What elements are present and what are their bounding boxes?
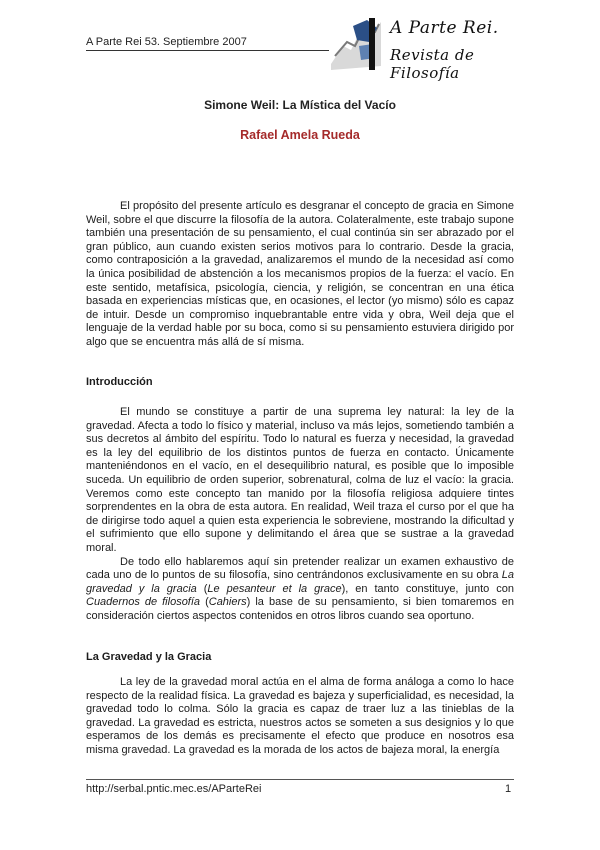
book-title-pesanteur: Le pesanteur et la grace bbox=[207, 582, 342, 595]
intro-paragraph-1: El mundo se constituye a partir de una suprema ley natural: la ley de la gravedad. Afecta a todo lo físico y material, incluso va más lejos, sometiendo también a sus decretos al ámbito del espíritu. Todo lo natural es fuerza y necesidad, la gravedad es la ley del equilibrio de los distintos puntos de fuerza en contacto. Únicamente manteniéndonos en el vacío, en el desequilibrio natural, es posible que lo imposible suceda. Un equilibrio de orden superior, sobrenatural, colma de luz el vacío: la gracia. Veremos como este concepto tan manido por la filosofía religiosa adquiere tintes sorprendentes en la obra de esta autora. En realidad, Weil traza el curso por el que ha de dirigirse todo aquel a quien esta experiencia le sobreviene, mostrando la dificultad y el sufrimiento que ello supone y delimitando el área que se sustrae a la gravedad moral. bbox=[86, 406, 514, 554]
intro-p2-text: ) la base de su pensamiento, si bien tomaremos en consideración ciertos aspectos contenidos en otros libros cuando sea oportuno. bbox=[86, 596, 514, 622]
page-number: 1 bbox=[505, 783, 512, 795]
intro-p2-text: De todo ello hablaremos aquí sin pretender realizar un examen exhaustivo de cada uno de lo puntos de su filosofía, sino centrándonos exclusivamente en su obra bbox=[86, 555, 514, 582]
journal-logo-title: A Parte Rei. bbox=[390, 18, 499, 38]
gravedad-paragraph-1: La ley de la gravedad moral actúa en el alma de forma análoga a como lo hace respecto de la realidad física. La gravedad es bajeza y superficialidad, es necesidad, la gravedad todo lo colma. Sólo la gracia es capaz de traer luz a las tinieblas de la gravedad. La gravedad es estricta, nuestros actos se someten a sus designios y lo que esperamos de los demás es precisamente el efecto que produce en nosotros esa misma gravedad. La gravedad es la morada de los actos de bajeza moral, la energía bbox=[86, 676, 514, 756]
journal-logo-subtitle: Revista de Filosofía bbox=[390, 46, 475, 82]
intro-p2-text: ( bbox=[200, 596, 209, 609]
footer-rule bbox=[86, 779, 514, 780]
book-title-gravedad: La gravedad y la gracia bbox=[86, 569, 514, 595]
intro-p2-text: ), en tanto constituye, junto con bbox=[341, 582, 514, 595]
journal-logo-image bbox=[329, 16, 383, 72]
footer-url-link[interactable]: http://serbal.pntic.mec.es/AParteRei bbox=[86, 783, 262, 795]
abstract bbox=[86, 200, 514, 350]
section-heading-gravedad: La Gravedad y la Gracia bbox=[86, 651, 212, 663]
header-rule bbox=[86, 50, 332, 51]
article-title: Simone Weil: La Mística del Vacío bbox=[204, 98, 396, 112]
book-title-cuadernos: Cuadernos de filosofía bbox=[86, 596, 201, 609]
abstract-paragraph: El propósito del presente artículo es desgranar el concepto de gracia en Simone Weil, sobre el que discurre la filosofía de la autora. Colateralmente, este trabajo supone también una presentación de su pensamiento, el cual continúa sin ser abrazado por el gran público, aun cuando existen serios motivos para lo contrario. Desde la gracia, como contraposición a la gravedad, analizaremos el mundo de la necesidad así como la única posibilidad de abstención a los mecanismos propios de la fuerza: el vacío. En este sentido, metafísica, psicología, ciencia, y religión, se concentran en una ética basada en experiencias místicas que, en ocasiones, el lector (yo mismo) sólo es capaz de intuir. Desde un compromiso inquebrantable entre vida y obra, Weil deja que el lenguaje de la verdad hable por su boca, como si su pensamiento estuviera dirigido por algo que se encuentra más allá de sí misma. bbox=[86, 200, 514, 348]
article-author: Rafael Amela Rueda bbox=[240, 128, 360, 142]
issue-label: A Parte Rei 53. Septiembre 2007 bbox=[86, 36, 247, 48]
intro-p2-text: ( bbox=[196, 582, 208, 595]
section-heading-introduccion: Introducción bbox=[86, 376, 153, 388]
section-introduccion bbox=[86, 406, 514, 624]
section-gravedad bbox=[86, 676, 514, 758]
book-title-cahiers: Cahiers bbox=[208, 596, 247, 609]
intro-paragraph-2 bbox=[86, 556, 514, 624]
page-header bbox=[86, 8, 534, 83]
